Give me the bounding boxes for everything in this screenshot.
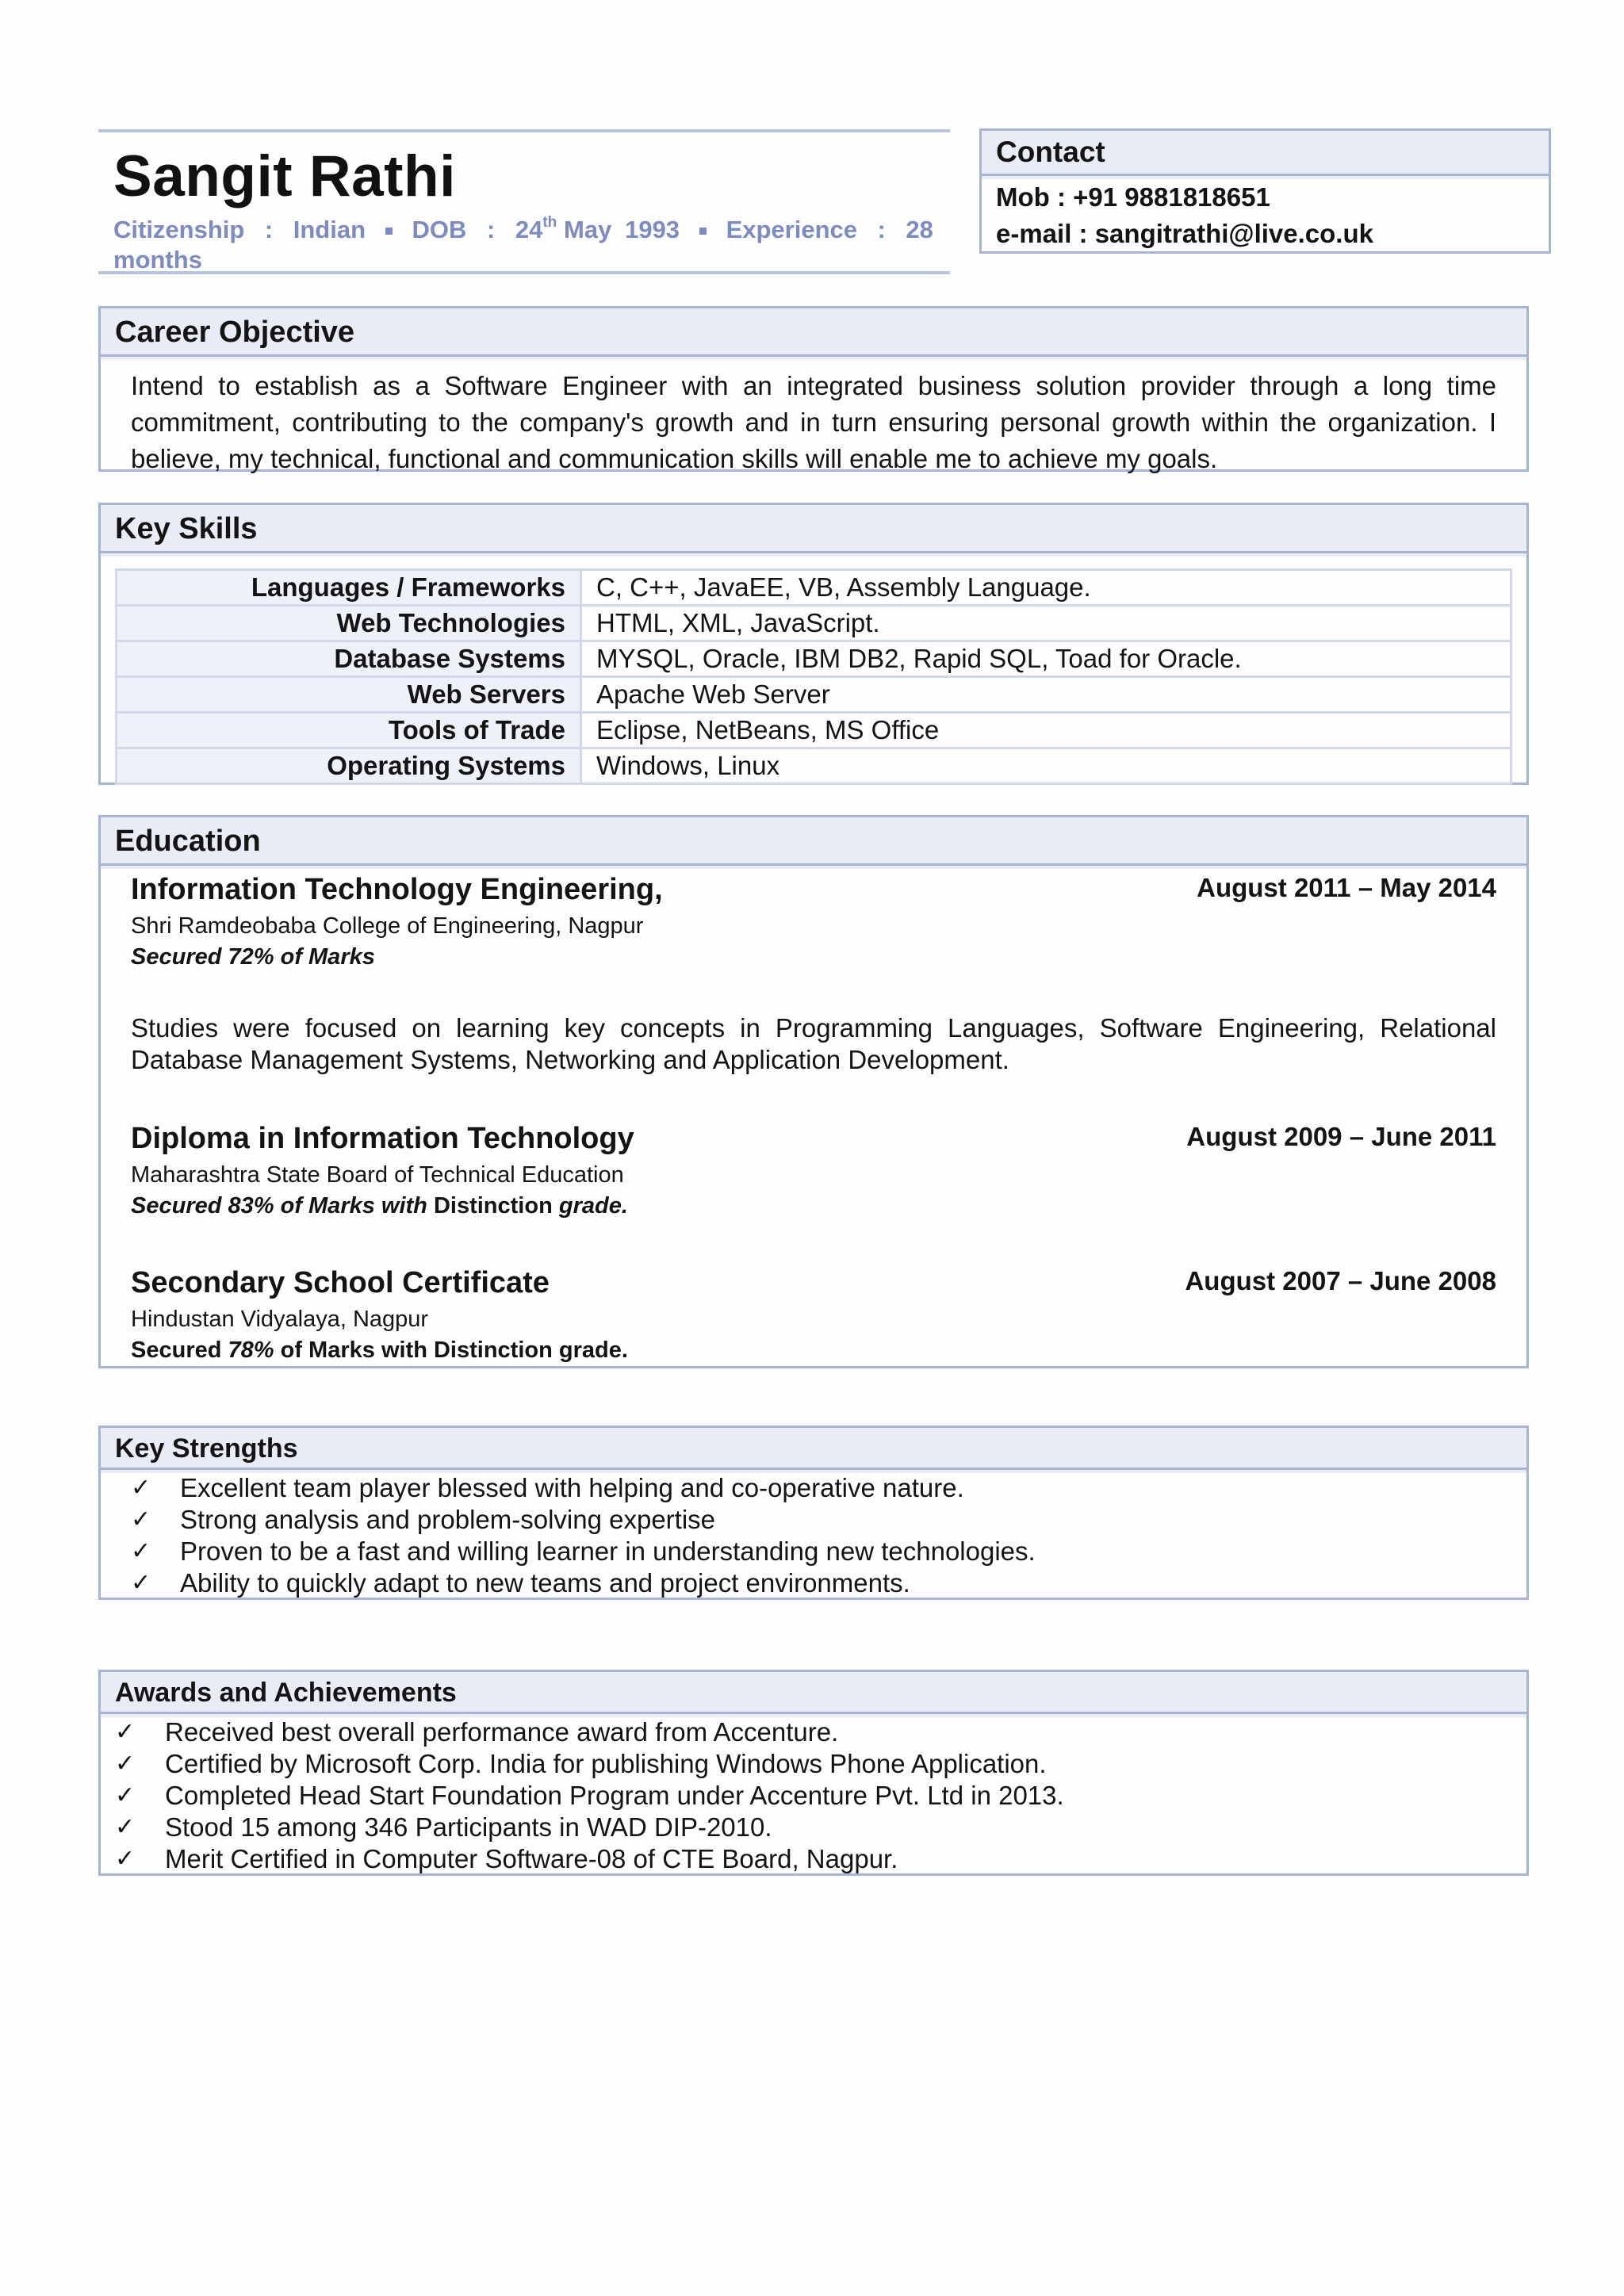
skill-value: Eclipse, NetBeans, MS Office [581, 713, 1511, 748]
education-entry [131, 1266, 1496, 1364]
marks-text: Secured 72% of Marks [131, 944, 375, 970]
career-objective-heading: Career Objective [101, 308, 1526, 357]
education-entry [131, 1122, 1496, 1219]
checkmark-icon: ✓ [115, 1813, 136, 1841]
degree-dates: August 2009 – June 2011 [1186, 1122, 1496, 1151]
contact-box [979, 128, 1551, 254]
marks-percent: 78% [228, 1337, 274, 1363]
key-strengths-heading: Key Strengths [101, 1428, 1526, 1470]
list-item: ✓ Excellent team player blessed with helping and co-operative nature. [131, 1473, 964, 1502]
checkmark-icon: ✓ [115, 1845, 136, 1873]
candidate-name: Sangit Rathi [113, 144, 456, 209]
list-item: ✓ Stood 15 among 346 Participants in WAD DIP-2010. [115, 1812, 772, 1842]
skill-value: Windows, Linux [581, 748, 1511, 784]
dob-suffix: th [542, 214, 557, 231]
list-item: ✓ Strong analysis and problem-solving expertise [131, 1505, 716, 1534]
name-block [98, 129, 950, 274]
experience-unit: months [113, 246, 202, 274]
skill-label: Languages / Frameworks [117, 570, 581, 606]
checkmark-icon: ✓ [115, 1750, 136, 1777]
list-item: ✓ Merit Certified in Computer Software-08 of CTE Board, Nagpur. [115, 1844, 898, 1873]
career-objective-section [98, 306, 1529, 472]
marks-pre: Secured [131, 1337, 222, 1363]
list-item: ✓ Completed Head Start Foundation Program under Accenture Pvt. Ltd in 2013. [115, 1781, 1064, 1810]
square-bullet-icon [385, 228, 393, 235]
checkmark-icon: ✓ [131, 1474, 151, 1502]
marks-grade: grade. [558, 1193, 628, 1219]
checkmark-icon: ✓ [115, 1781, 136, 1809]
skill-label: Database Systems [117, 641, 581, 677]
list-item: ✓ Ability to quickly adapt to new teams and project environments. [131, 1568, 910, 1598]
degree-title: Diploma in Information Technology [131, 1122, 634, 1155]
skill-value: Apache Web Server [581, 677, 1511, 713]
education-entry [131, 873, 1496, 970]
skill-value: C, C++, JavaEE, VB, Assembly Language. [581, 570, 1511, 606]
marks-post: of Marks with Distinction grade. [280, 1337, 628, 1363]
table-row [117, 677, 1511, 713]
checkmark-icon: ✓ [131, 1506, 151, 1533]
experience-label: Experience [726, 216, 858, 243]
skill-label: Tools of Trade [117, 713, 581, 748]
skill-value: HTML, XML, JavaScript. [581, 606, 1511, 641]
education-heading: Education [101, 817, 1526, 866]
strengths-list [131, 1472, 1479, 1599]
marks-text: Secured 83% of Marks with [131, 1193, 427, 1219]
awards-section [98, 1670, 1529, 1876]
experience-value: 28 [906, 216, 933, 243]
degree-dates: August 2007 – June 2008 [1185, 1266, 1496, 1295]
list-item: ✓ Proven to be a fast and willing learner in understanding new technologies. [131, 1536, 1036, 1566]
table-row [117, 748, 1511, 784]
table-row [117, 641, 1511, 677]
citizenship-label: Citizenship [113, 216, 245, 243]
skills-table [115, 568, 1512, 785]
dob-label: DOB [412, 216, 467, 243]
list-item: ✓ Certified by Microsoft Corp. India for publishing Windows Phone Application. [115, 1749, 1047, 1778]
education-section [98, 815, 1529, 1368]
skill-label: Operating Systems [117, 748, 581, 784]
personal-info-line: Citizenship : Indian DOB : 24th May 1993 Experience : 28 months [113, 214, 933, 274]
key-skills-section [98, 503, 1529, 785]
table-row [117, 606, 1511, 641]
list-item: ✓ Received best overall performance award from Accenture. [115, 1717, 839, 1747]
awards-heading: Awards and Achievements [101, 1672, 1526, 1714]
dob-day: 24 [515, 216, 543, 243]
contact-heading: Contact [982, 131, 1549, 176]
key-strengths-section [98, 1425, 1529, 1600]
institution-name: Maharashtra State Board of Technical Education [131, 1162, 624, 1188]
contact-email[interactable]: e-mail : sangitrathi@live.co.uk [996, 219, 1373, 248]
square-bullet-icon [699, 228, 707, 235]
marks-distinction: Distinction [433, 1193, 553, 1219]
citizenship-value: Indian [293, 216, 366, 243]
checkmark-icon: ✓ [115, 1718, 136, 1746]
skill-value: MYSQL, Oracle, IBM DB2, Rapid SQL, Toad for Oracle. [581, 641, 1511, 677]
degree-title: Secondary School Certificate [131, 1266, 550, 1299]
awards-list [115, 1716, 1479, 1875]
key-skills-heading: Key Skills [101, 505, 1526, 553]
degree-title: Information Technology Engineering, [131, 873, 663, 906]
skill-label: Web Servers [117, 677, 581, 713]
degree-dates: August 2011 – May 2014 [1197, 873, 1496, 902]
contact-mobile: Mob : +91 9881818651 [996, 182, 1270, 212]
institution-name: Shri Ramdeobaba College of Engineering, Nagpur [131, 913, 644, 939]
career-objective-text: Intend to establish as a Software Engineer with an integrated business solution provider through a long time commitment, contributing to the company's growth and in turn ensuring personal growth within the organization. I believe, my technical, functional and communication skills will enable me to achieve my goals. [131, 371, 1496, 473]
studies-text: Studies were focused on learning key concepts in Programming Languages, Software Engineering, Relational Database Management Systems, Networking and Application Development. [131, 1013, 1496, 1074]
table-row [117, 713, 1511, 748]
institution-name: Hindustan Vidyalaya, Nagpur [131, 1307, 429, 1332]
checkmark-icon: ✓ [131, 1537, 151, 1565]
table-row [117, 570, 1511, 606]
checkmark-icon: ✓ [131, 1569, 151, 1597]
skill-label: Web Technologies [117, 606, 581, 641]
dob-rest: May 1993 [564, 216, 680, 243]
